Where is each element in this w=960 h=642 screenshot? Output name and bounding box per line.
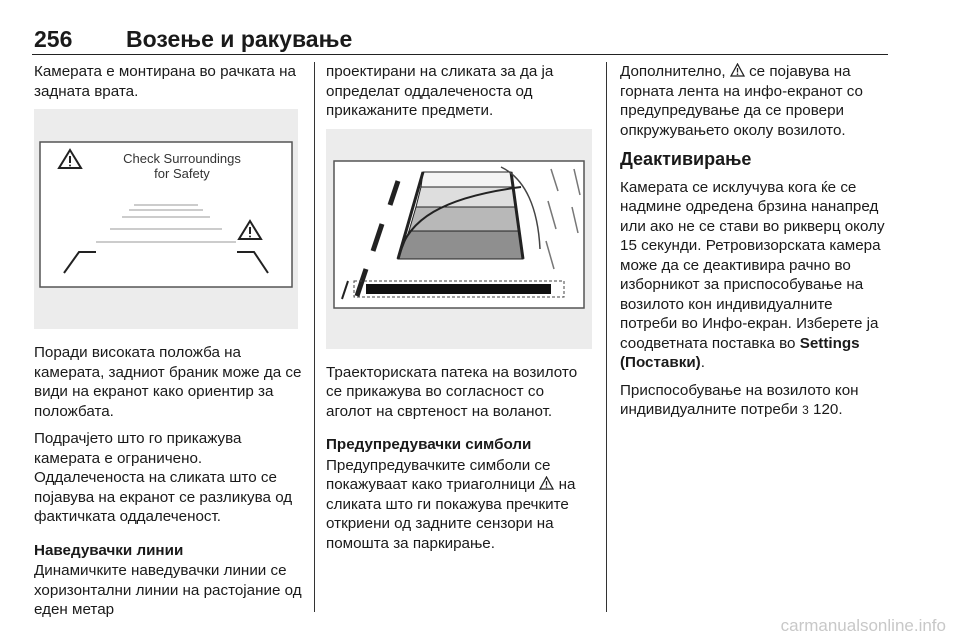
- warning-triangle-icon: [730, 63, 745, 77]
- figure-warning-line1: Check Surroundings: [123, 151, 241, 166]
- settings-menu-label: Settings (Поставки): [620, 334, 860, 371]
- deactivation-paragraph: [620, 178, 892, 373]
- warning-text-part2: на сликата што ги покажува пречките откриени од задните сензори на помошта за паркирање.: [326, 476, 576, 552]
- rear-camera-screen-figure: [34, 109, 298, 329]
- page-reference-number: 120.: [808, 401, 843, 418]
- warning-text-part1: Предупредувачките симболи се покажуваат како триаголници: [326, 456, 551, 493]
- column-3: [620, 62, 892, 429]
- deactivation-text-part1: Камерата се исклучува кога ќе се надмине одредена брзина нанапред или ако не се стави во рикверц околу 15 секунди. Ретровизорската камера може да се деактивира рачно во изборникот за приспособување на возилото кон индивидуалните потреби во Инфо-екран. Изберете ја соодветната поставка во: [620, 178, 885, 352]
- page-header: [32, 24, 888, 55]
- column-divider: [606, 62, 607, 612]
- continuation-paragraph: проектирани на сликата за да ја определат оддалеченоста од прикажаните предмети.: [326, 63, 554, 119]
- page-reference-arrow-icon: 3: [802, 403, 809, 417]
- watermark: carmanualsonline.info: [780, 616, 946, 635]
- trajectory-paragraph: Траекториската патека на возилото се прикажува во согласност со аголот на свртеност на воланот.: [326, 363, 578, 420]
- page-number: 256: [34, 26, 73, 52]
- additional-text-part1: Дополнително,: [620, 63, 730, 80]
- warning-symbols-paragraph: [326, 456, 594, 554]
- intro-paragraph: Камерата е монтирана во рачката на задната врата.: [34, 63, 296, 100]
- column-divider: [314, 62, 315, 612]
- personalization-text: Приспособување на возилото кон индивидуалните потреби: [620, 381, 859, 418]
- additional-text-part2: се појавува на горната лента на инфо-екранот со предупредување да се провери опкружувањето околу возилото.: [620, 63, 863, 139]
- column-2: [326, 62, 594, 561]
- guide-lines-heading: Наведувачки линии: [34, 541, 184, 559]
- deactivation-heading: Деактивирање: [620, 149, 752, 169]
- figure-warning-line2: for Safety: [154, 166, 210, 181]
- camera-area-paragraph: Подрачјето што го прикажува камерата е ограничено. Оддалеченоста на сликата што се појавува на екранот се разликува од фактичката оддалеченост.: [34, 430, 293, 525]
- chapter-title: Возење и ракување: [126, 26, 353, 52]
- deactivation-text-part2: .: [700, 354, 705, 371]
- bumper-paragraph: Поради високата положба на камерата, задниот браник може да се види на екранот како ориентир за положбата.: [34, 344, 302, 420]
- personalization-paragraph: [620, 381, 892, 421]
- warning-triangle-icon: [539, 476, 554, 490]
- additional-paragraph: [620, 62, 892, 140]
- warning-symbols-heading: Предупредувачки симболи: [326, 436, 532, 453]
- column-1: [34, 62, 302, 628]
- guide-lines-paragraph: Динамичките наведувачки линии се хоризонтални линии на растојание од еден метар: [34, 562, 302, 618]
- trajectory-guide-figure: [326, 129, 592, 349]
